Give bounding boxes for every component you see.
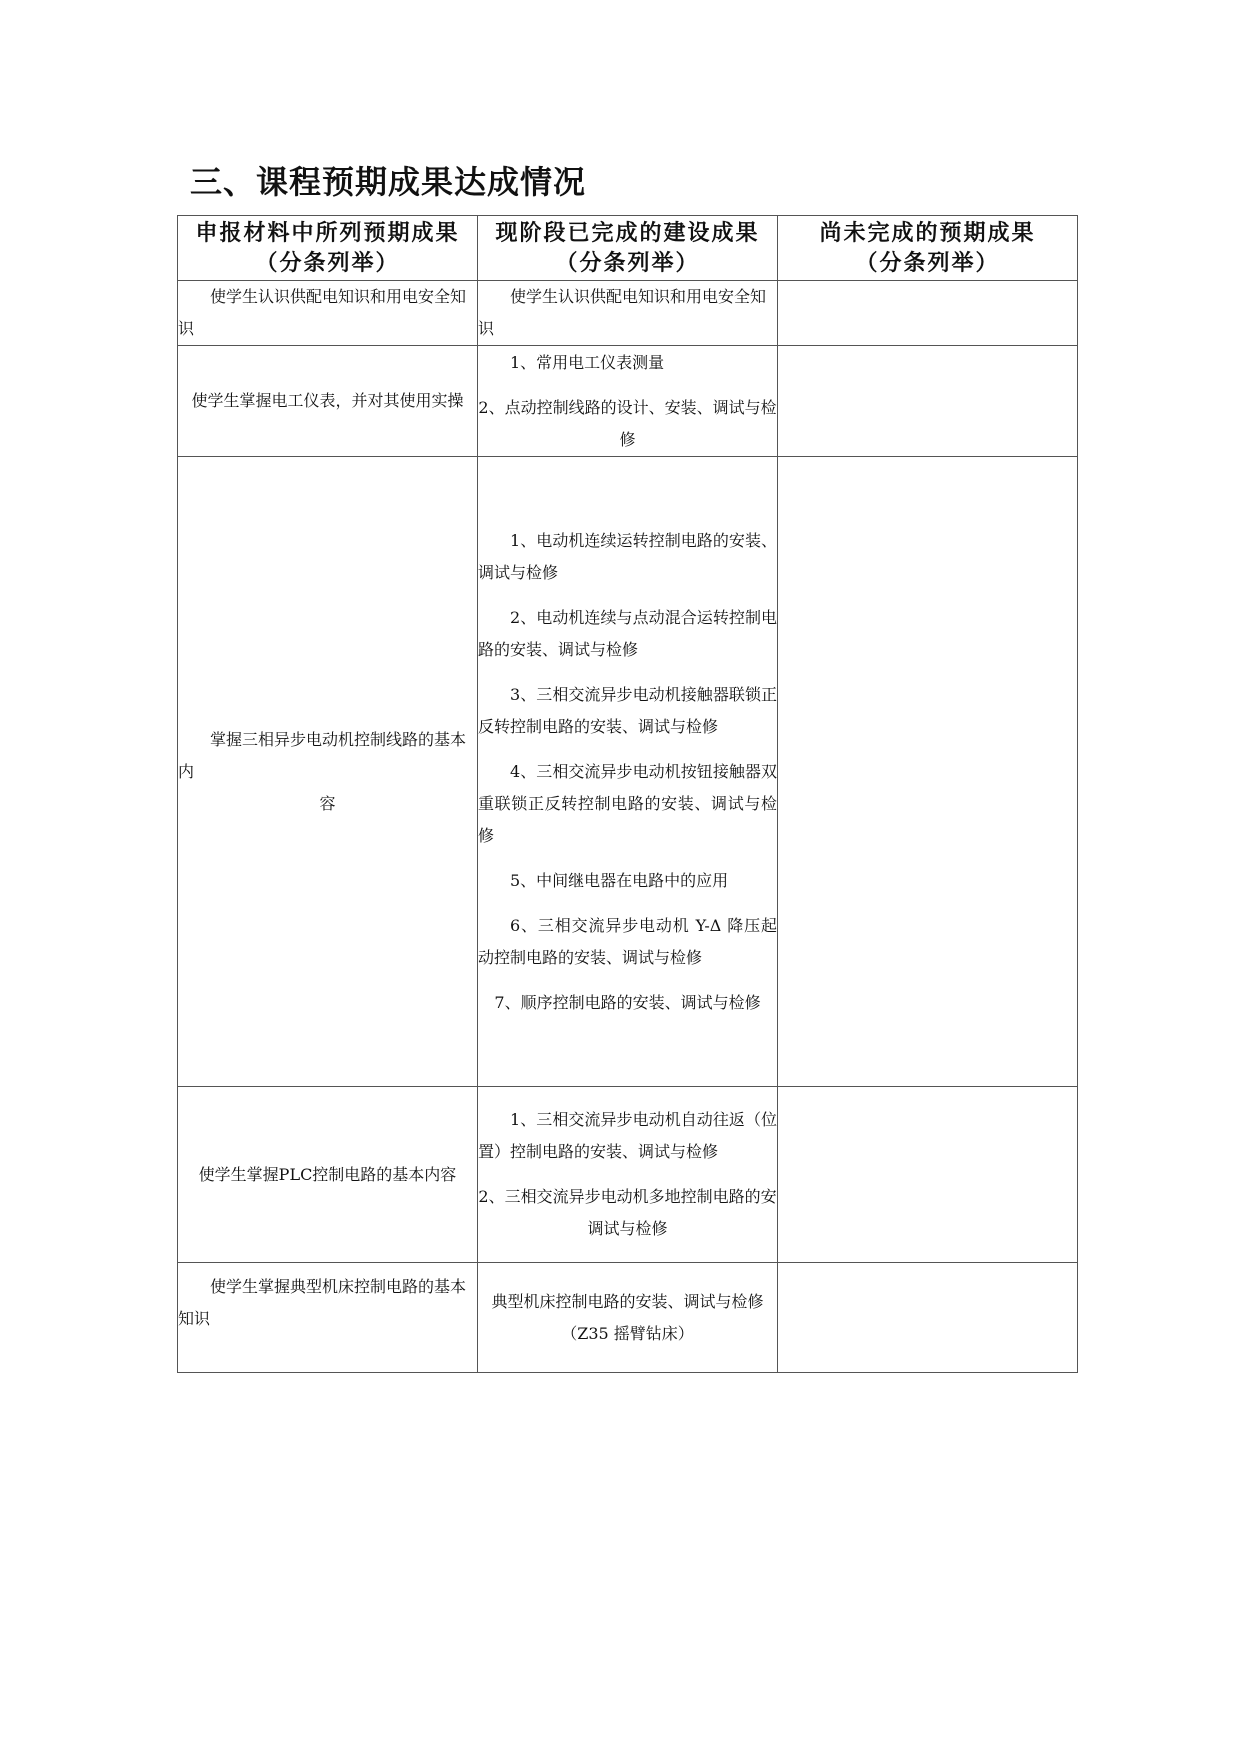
completed-item: 2、电动机连续与点动混合运转控制电路的安装、调试与检修 [478, 607, 777, 659]
header-expected-outcomes [178, 216, 478, 281]
pending-cell [778, 346, 1078, 457]
table-row [178, 346, 1078, 457]
pending-cell [778, 1087, 1078, 1263]
expected-cell [178, 457, 478, 1087]
table-header-row [178, 216, 1078, 281]
completed-item: 2、点动控制线路的设计、安装、调试与检修 [478, 397, 777, 449]
completed-item: 7、顺序控制电路的安装、调试与检修 [494, 992, 761, 1012]
completed-cell [478, 1087, 778, 1263]
header-line: 申报材料中所列预期成果 [195, 220, 460, 246]
expected-cell [178, 1087, 478, 1263]
table-row [178, 1087, 1078, 1263]
header-line: （分条列举） [855, 250, 1000, 276]
header-completed-outcomes [478, 216, 778, 281]
completed-item: 1、电动机连续运转控制电路的安装、调试与检修 [478, 530, 777, 582]
outcomes-table [177, 215, 1078, 1373]
expected-text: 使学生掌握电工仪表，并对其使用实操 [191, 391, 464, 410]
expected-text: 使学生掌握PLC控制电路的基本内容 [198, 1164, 457, 1184]
header-pending-outcomes [778, 216, 1078, 281]
completed-item: 典型机床控制电路的安装、调试与检修（Z35 摇臂钻床） [491, 1291, 764, 1343]
completed-item: 2、三相交流异步电动机多地控制电路的安调试与检修 [478, 1187, 777, 1238]
expected-cell [178, 281, 478, 346]
completed-cell [478, 457, 778, 1087]
completed-item: 5、中间继电器在电路中的应用 [510, 870, 729, 890]
pending-cell [778, 281, 1078, 346]
page-title: 三、课程预期成果达成情况 [190, 163, 587, 201]
pending-cell [778, 457, 1078, 1087]
completed-item: 6、三相交流异步电动机 Y-Δ 降压起动控制电路的安装、调试与检修 [478, 915, 777, 967]
completed-cell [478, 1263, 778, 1373]
expected-cell [178, 1263, 478, 1373]
expected-text: 使学生认识供配电知识和用电安全知识 [178, 287, 467, 338]
completed-item: 使学生认识供配电知识和用电安全知识 [478, 287, 767, 338]
completed-item: 1、常用电工仪表测量 [510, 352, 665, 372]
header-line: 尚未完成的预期成果 [819, 220, 1036, 246]
expected-cell [178, 346, 478, 457]
header-line: （分条列举） [255, 250, 400, 276]
completed-cell [478, 281, 778, 346]
completed-item: 1、三相交流异步电动机自动往返（位置）控制电路的安装、调试与检修 [478, 1110, 777, 1161]
table-row [178, 1263, 1078, 1373]
expected-text: 使学生掌握典型机床控制电路的基本知识 [178, 1277, 467, 1328]
completed-item: 3、三相交流异步电动机接触器联锁正反转控制电路的安装、调试与检修 [478, 684, 777, 736]
completed-item: 4、三相交流异步电动机按钮接触器双重联锁正反转控制电路的安装、调试与检修 [478, 761, 777, 845]
header-line: 现阶段已完成的建设成果 [495, 220, 760, 246]
expected-text-end: 容 [319, 793, 336, 813]
pending-cell [778, 1263, 1078, 1373]
completed-cell [478, 346, 778, 457]
expected-text: 掌握三相异步电动机控制线路的基本内 [178, 729, 467, 781]
header-line: （分条列举） [555, 250, 700, 276]
table-row [178, 457, 1078, 1087]
table-row [178, 281, 1078, 346]
